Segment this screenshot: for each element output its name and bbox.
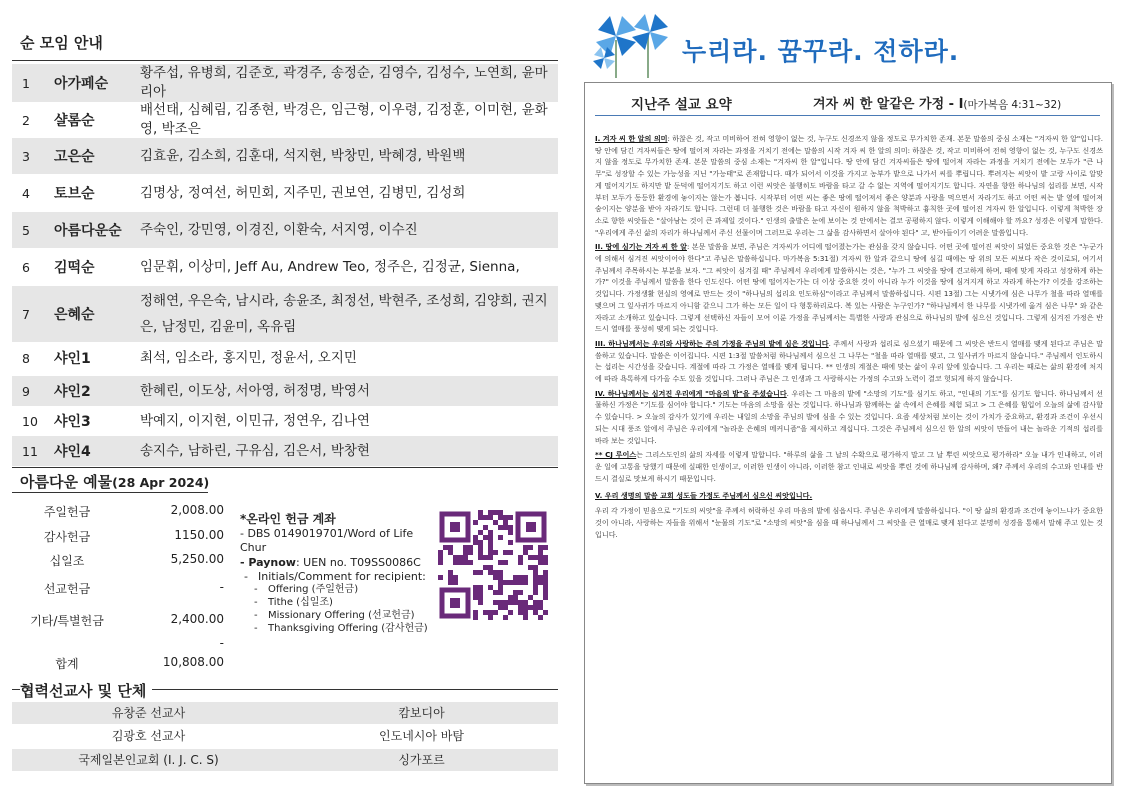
- offering-value: -: [219, 636, 224, 650]
- sermon-para-4: [595, 388, 1103, 447]
- sermon-ref: (마가복음 4:31~32): [963, 99, 1062, 111]
- group-name: 샬롬순: [54, 113, 95, 129]
- sermon-para-2: [595, 241, 1103, 335]
- group-members: 김명상, 정여선, 허민회, 지주민, 권보연, 김병민, 김성희: [140, 184, 466, 201]
- divider: [12, 60, 558, 61]
- groups-title: 순 모임 안내: [20, 34, 103, 52]
- offering-label: 주일헌금: [43, 505, 91, 519]
- offering-value: -: [219, 580, 224, 594]
- right-panel: [570, 0, 1123, 794]
- group-name: 샤인2: [54, 384, 91, 400]
- bank-dbs: - DBS 0149019701/Word of Life Chur: [240, 526, 414, 554]
- bank-item: - Missionary Offering (선교헌금): [268, 609, 430, 622]
- sermon-para-3: [595, 338, 1103, 385]
- offering-row: [12, 636, 224, 652]
- brand-slogan: 누리라. 꿈꾸라. 전하라.: [682, 37, 960, 66]
- group-number: 4: [22, 185, 30, 201]
- group-number: 2: [22, 112, 30, 128]
- group-row: [12, 436, 558, 466]
- sermon-title: [813, 93, 1061, 112]
- group-row: [12, 249, 558, 285]
- offering-label: 감사헌금: [43, 530, 91, 544]
- offering-value: 2,400.00: [170, 612, 224, 626]
- bank-info: [240, 512, 430, 635]
- bank-item: - Tithe (십일조): [268, 596, 430, 609]
- group-row: [12, 175, 558, 211]
- bank-recipient: - Initials/Comment for recipient:: [258, 570, 430, 583]
- sermon-para-6: 우리 각 가정이 믿음으로 "기도의 씨앗"을 주께서 허락하신 우리 마음의 밭에 심읍시다. 주님은 우리에게 말씀하십니다. "이 땅 삶의 환경과 조건에 놓이느냐가 중요한 것이 아니라, 사랑하는 자들을 위해서 "눈물의 기도"로 "소망의 씨앗"을 심을 때 하나님께서 그 씨앗을 큰 열매로 맺게 된다고 분명히 성경을 통해서 말해 주고 있는 것입니다.: [595, 506, 1103, 539]
- group-members: 주숙인, 강민영, 이경진, 이환숙, 서지영, 이수진: [140, 221, 418, 238]
- bank-item-list: [240, 583, 430, 635]
- sermon-para-1-text: : 하찮은 것, 작고 미비하여 전혀 영향이 없는 것, 누구도 신경쓰지 않을 정도로 무가치한 존재. 본문 말씀의 중심 소재는 "겨자씨 한 알"입니다. 땅 안에 담긴 겨자씨들은 땅에 떨어져 자라는 과정을 거치기 전에는 말씀의 시작 겨자 씨 한 알의 의미: 하찮은 것, 작고 미비하여 전혀 영향이 없는 것, 누구도 신경쓰지 않을 정도로 무가치한 존재. 본문 말씀의 중심 소재는 "겨자씨 한 알"입니다. 땅 안에 담긴 겨자씨들은 땅에 떨어져 자라는 과정을 거치기 전에는 모두가 "큰 나무"로 성장할 수 있는 가능성을 지닌 "가능태"로 존재합니다. 때가 되어서 이것을 가지고 농부가 밭으로 나가서 씨를 뿌립니다. 뿌려지는 씨앗이 밭 고랑 사이로 알맞게 떨어지기도 하지만 밭 둔덕에 떨어지기도 하고 이런 씨앗은 불행히도 바람을 타고 갈 수 없는 지역에 떨어지기도 합니다. 자연을 향한 하나님의 섭리를 보면, 시작부터 모두가 동등한 환경에 놓이지는 않는가 봅니다. 시작부터 어떤 씨는 좋은 땅에 떨어져서 좋은 양분과 사랑을 먹으면서 자라기도 하고 어떤 씨는 밭 옆에 떨어져 숨이지는 양분을 받아 자라기도 합니다. 그런데 더 불행한 것은 바람을 타고 자신이 원하지 않을 척박하고 흉칙한 곳에 떨어진 겨자씨 한 알입니다. 이렇게 척박한 장소로 향한 씨앗들은 "살아남는 것이 큰 과제일 것이다." 인생의 출발은 눈에 보이는 것 안에서는 결코 공평하지 않다. 이렇게 이해해야 할 까요? 성경은 이렇게 말한다. "우리에게 주신 삶의 자리가 하나님께서 주신 선물이며 그러므로 우리는 그 삶을 감사하면서 살아야 된다" 고, 받아들이기 어려운 말씀입니다.: [595, 134, 1103, 237]
- pinwheel-logo-icon: [586, 6, 678, 78]
- group-members: 배선태, 심혜림, 김종현, 박경은, 임근형, 이우령, 김정훈, 이미현, 윤화영, 박조은: [140, 102, 548, 137]
- offering-label: 합계: [55, 657, 79, 671]
- group-row: [12, 286, 558, 342]
- group-members: 임문휘, 이상미, Jeff Au, Andrew Teo, 정주은, 김정균, Sienna,: [140, 258, 520, 275]
- offering-value: 2,008.00: [170, 503, 224, 517]
- group-number: 7: [22, 306, 30, 322]
- sermon-para-4-text: . 우리는 그 마음의 밭에 "소망의 기도"를 심기도 하고, "인내의 기도"를 심기도 합니다. 하나님께서 선물하신 가정은 "기도를 심어야 합니다." 기도는 마음의 소망을 심는 것입니다. 하나님과 함께하는 삶 속에서 은혜를 체험 되고 > 그 은혜를 힘입어 오늘의 삶에 감사할 수 있습니다. > 오늘의 감사가 있기에 우리는 내일의 소망을 주님의 발에 심을 수 있는 것입니다. 요즘 세상처럼 보이는 것이 가치가 중요하고, 환경과 조건이 우선시 되는 시대 풍조 앞에서 주님은 우리에게 "놀라운 은혜의 메커니즘"을 제시하고 계십니다. 그것은 주님께서 심으신 한 알의 씨앗이 만들어 내는 놀라운 기적의 섭리를 바라 보는 것입니다.: [595, 388, 1103, 445]
- mission-country: 싱가포르: [398, 753, 445, 767]
- group-members: 김효윤, 김소희, 김훈대, 석지현, 박창민, 박혜경, 박원백: [140, 147, 466, 164]
- group-number: 1: [22, 75, 30, 91]
- sermon-para-2-heading: II. 땅에 심기는 겨자 씨 한 알: [595, 242, 687, 252]
- group-members: 박예지, 이지현, 이민규, 정연우, 김나연: [140, 412, 370, 429]
- group-name: 아름다운순: [54, 223, 122, 239]
- sermon-para-2-text: : 본문 말씀을 보면, 주님은 겨자씨가 어디에 떨어졌는가는 관심을 갖지 않습니다. 어떤 곳에 떨어진 씨앗이 되었든 중요한 것은 "누군가에 의해서 심겨진 씨앗이어야 한다"고 주님은 말씀하십니다. 마가복음 5:31절) 겨자씨 한 알과 같으니 땅에 심길 때에는 땅 위의 모든 씨보다 작은 것이로되, 여기서 주님께서 주목하시는 부분을 보자. "그 씨앗이 심겨질 때" 주님께서 우리에게 말씀하시는 것은, "누가 그 씨앗을 땅에 견고하게 하며, 때에 맞게 자라고 성장하게 하는가?" 이것을 주님께서 말씀을 한다 인도신다. 어떤 땅에 떨어지는가는 더 이상 중요한 것이 아니라 누가 이것을 땅에 심겨지게 하고 자라게 하는가? 이것을 강조하는 것입니다. 가정생활 현실의 영예로 만드는 것이 "하나님의 섭리요 인도하심"이라고 주님께서 말씀하십니다. 시편 13절) 그는 시냇가에 심은 나무가 철을 따라 열매를 맺으며 그 잎사귀가 마르지 아니함 같으니 그가 하는 모든 일이 다 형통하리로다. 복 있는 사람은 누구인가? "하나님께서 한 나무를 시냇가에 옮겨 심은 나무" 와 같은 자라고 소개하고 있습니다. 그렇게 선택하신 자들이 모여 이룬 가정을 주님께서는 특별한 사랑과 관심으로 하나님의 발에 심으신 것입니다. 그렇게 심겨진 가정은 반드시 열매를 풍성히 맺게 되는 것입니다.: [595, 242, 1103, 334]
- group-name: 토브순: [54, 186, 95, 202]
- offering-row: [12, 528, 224, 544]
- sermon-body: [595, 133, 1103, 543]
- group-number: 8: [22, 350, 30, 366]
- sermon-para-1-heading: I. 겨자 씨 한 알의 의미: [595, 134, 668, 143]
- group-row: [12, 64, 558, 102]
- group-name: 김떡순: [54, 260, 95, 276]
- mission-country: 인도네시아 바탐: [379, 729, 464, 743]
- group-name: 샤인1: [54, 351, 91, 367]
- group-members: 황주섭, 유병희, 김준호, 곽경주, 송정순, 김영수, 김성수, 노연희, 윤마리아: [140, 65, 548, 100]
- group-row: [12, 212, 558, 248]
- group-members: 정해연, 우은숙, 남시라, 송윤조, 최정선, 박현주, 조성희, 김양희, 권지은, 남정민, 김윤미, 옥유림: [140, 293, 548, 335]
- mission-row: [12, 749, 558, 771]
- group-number: 10: [22, 413, 38, 429]
- group-row: [12, 343, 558, 373]
- missions-title: 협력선교사 및 단체: [20, 680, 152, 701]
- qr-code-icon[interactable]: [438, 510, 548, 620]
- mission-name: 김광호 선교사: [111, 729, 186, 743]
- sermon-para-5-heading: ** CJ 루이스: [595, 450, 637, 460]
- sermon-para-5: [595, 449, 1103, 484]
- offering-value: 10,808.00: [162, 655, 224, 669]
- bank-paynow: [240, 556, 430, 571]
- bank-title: *온라인 헌금 계좌: [240, 512, 336, 526]
- group-row: [12, 138, 558, 174]
- paynow-uen: : UEN no. T09SS0086C: [295, 555, 421, 569]
- divider: [12, 467, 558, 468]
- group-members: 한혜린, 이도상, 서아영, 허정명, 박영서: [140, 382, 370, 399]
- offering-label: 선교헌금: [43, 582, 91, 596]
- offering-value: 5,250.00: [170, 552, 224, 566]
- offering-label: 기타/특별헌금: [30, 614, 104, 628]
- offering-row: [12, 552, 224, 568]
- mission-row: [12, 702, 558, 724]
- offering-row: [12, 580, 224, 596]
- group-name: 샤인4: [54, 444, 91, 460]
- sermon-head-label: 지난주 설교 요약: [631, 97, 732, 113]
- offering-row: [12, 655, 224, 671]
- offering-date: (28 Apr 2024): [112, 475, 210, 490]
- sermon-para-1: [595, 133, 1103, 238]
- sermon-para-5-text: 는 그리스도인의 삶의 자세를 이렇게 말합니다. "하루의 삶을 그 날의 수확으로 평가하지 말고 그 날 뿌린 씨앗으로 평가하라" 오늘 내가 인내하고, 이러운 일에 고통을 당했기 때문에 실패한 인생이고, 이러한 인생이 아니라, 이러한 참고 인내로 씨앗을 뿌린 것에 하나님께 감사하며, 왜? 주께서 우리의 수고와 인내를 반드시 결실로 맛보게 하시기 때문입니다.: [595, 450, 1104, 483]
- bank-items: [240, 570, 430, 583]
- sermon-para-6-heading: V. 우리 생명의 말씀 교회 성도들 가정도 주님께서 심으신 씨앗입니다.: [595, 491, 813, 501]
- left-panel: [12, 0, 558, 794]
- offering-row: [12, 503, 224, 519]
- group-name: 아가페순: [54, 76, 109, 92]
- group-name: 샤인3: [54, 414, 91, 430]
- sermon-para-6-heading-line: [595, 490, 1103, 502]
- group-number: 5: [22, 222, 30, 238]
- sermon-para-3-text: . 주께서 사랑과 섭리로 심으셨기 때문에 그 씨앗은 반드시 열매를 맺게 된다고 주님은 말씀하고 있습니다. 말씀은 이어집니다. 시편 1:3절 말씀처럼 하나님께서 심으신 그 나무는 "철을 따라 열매를 맺고, 그 잎사귀가 마르지 않습니다." 주님께서 인도하시는 섭리는 시간성을 갖습니다. 계절에 따라 그 가정은 열매를 맺게 됩니다. ** 인생의 계절은 때에 맞는 삶이 우리 앞에 있습니다. 그 우리는 때로는 삶의 환경에 처지에 따라 욕톡하게 다가올 수도 있을 것입니다. 그러나 주님은 그 인생과 그 사랑하시는 가정의 수고와 노력이 결코 헛되게 하지 않습니다.: [595, 338, 1104, 384]
- sermon-header: [595, 89, 1100, 116]
- group-number: 9: [22, 383, 30, 399]
- group-row: [12, 102, 558, 138]
- mission-name: 국제일본인교회 (I. J. C. S): [78, 753, 219, 767]
- group-row: [12, 376, 558, 406]
- mission-row: [12, 725, 558, 747]
- sermon-para-3-heading: III. 하나님께서는 우리와 사랑하는 주의 가정을 주님의 밭에 심은 것입니다: [595, 338, 829, 348]
- group-row: [12, 406, 558, 436]
- sermon-para-4-heading: IV. 하나님께서는 심겨진 우리에게 "마음의 밭"을 주셨습니다: [595, 388, 787, 398]
- group-members: 송지수, 남하린, 구유심, 김은서, 박창현: [140, 442, 370, 459]
- mission-country: 캄보디아: [398, 706, 445, 720]
- mission-name: 유창준 선교사: [111, 706, 186, 720]
- group-members: 최석, 임소라, 홍지민, 정윤서, 오지민: [140, 349, 357, 366]
- offering-value: 1150.00: [174, 528, 224, 542]
- group-name: 고은순: [54, 149, 95, 165]
- offering-title-text: 아름다운 예물: [20, 473, 113, 491]
- sermon-title-text: 겨자 씨 한 알같은 가정 - I: [813, 97, 964, 112]
- group-number: 6: [22, 259, 30, 275]
- offering-label: 십일조: [49, 554, 85, 568]
- offering-row: [12, 612, 224, 628]
- bank-item: - Thanksgiving Offering (감사헌금): [268, 622, 430, 635]
- divider: [12, 492, 208, 493]
- group-name: 은혜순: [54, 307, 95, 323]
- paynow-label: - Paynow: [240, 555, 296, 569]
- sermon-paper: [584, 82, 1112, 784]
- offering-title: [20, 471, 209, 492]
- bank-item: - Offering (주일헌금): [268, 583, 430, 596]
- group-number: 11: [22, 443, 38, 459]
- group-number: 3: [22, 148, 30, 164]
